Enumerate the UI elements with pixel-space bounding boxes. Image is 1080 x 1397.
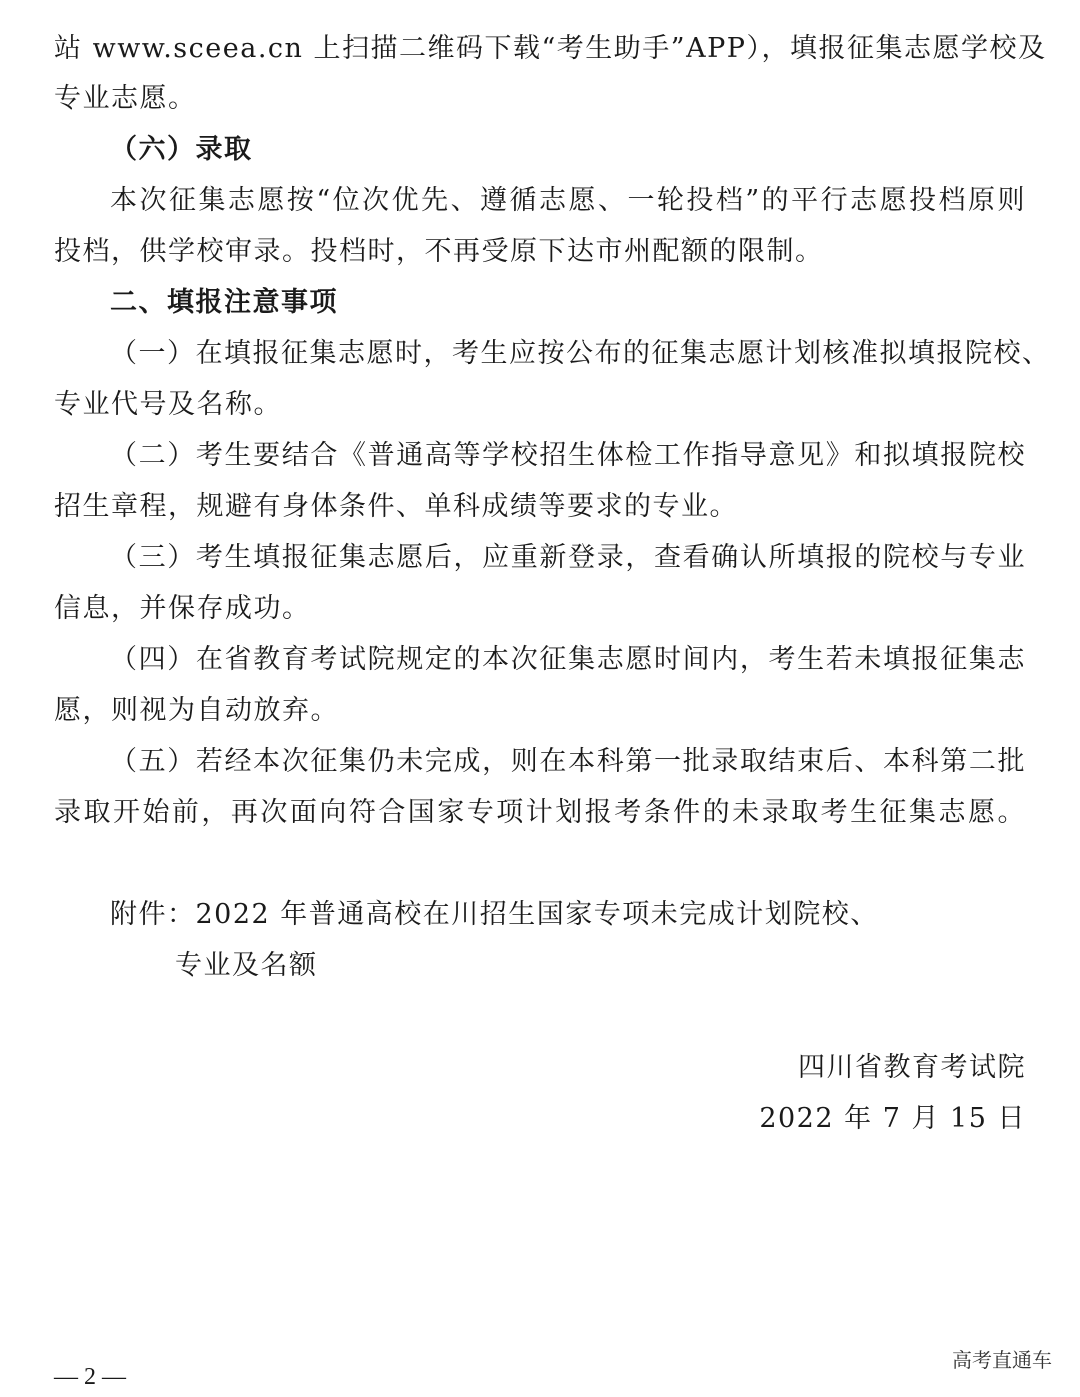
signature-date: 2022 年 7 月 15 日: [759, 1103, 1026, 1134]
paragraph-line: 专业志愿。: [54, 83, 197, 114]
paragraph-line: 招生章程，规避有身体条件、单科成绩等要求的专业。: [54, 491, 738, 522]
paragraph-line: 本次征集志愿按“位次优先、遵循志愿、一轮投档”的平行志愿投档原则: [110, 185, 1026, 216]
paragraph-line: 信息，并保存成功。: [54, 593, 311, 624]
section-heading: 二、填报注意事项: [110, 287, 338, 318]
attachment-line: 专业及名额: [175, 950, 318, 981]
signature-org: 四川省教育考试院: [798, 1052, 1026, 1083]
paragraph-line: 投档，供学校审录。投档时，不再受原下达市州配额的限制。: [54, 236, 824, 267]
paragraph-line: 愿，则视为自动放弃。: [54, 695, 339, 726]
paragraph-line: （一）在填报征集志愿时，考生应按公布的征集志愿计划核准拟填报院校、: [110, 338, 1051, 369]
page-number: — 2 —: [54, 1364, 126, 1390]
paragraph-line: 录取开始前，再次面向符合国家专项计划报考条件的未录取考生征集志愿。: [54, 797, 1026, 828]
paragraph-line: （四）在省教育考试院规定的本次征集志愿时间内，考生若未填报征集志: [110, 644, 1026, 675]
paragraph-line: 专业代号及名称。: [54, 389, 282, 420]
paragraph-line: （五）若经本次征集仍未完成，则在本科第一批录取结束后、本科第二批: [110, 746, 1026, 777]
attachment-line: 附件：2022 年普通高校在川招生国家专项未完成计划院校、: [110, 899, 879, 930]
paragraph-line: （三）考生填报征集志愿后，应重新登录，查看确认所填报的院校与专业: [110, 542, 1026, 573]
paragraph-line: 站 www.sceea.cn 上扫描二维码下载“考生助手”APP），填报征集志愿学校及: [54, 33, 1047, 64]
paragraph-line: （二）考生要结合《普通高等学校招生体检工作指导意见》和拟填报院校: [110, 440, 1026, 471]
section-heading: （六）录取: [110, 134, 253, 165]
watermark: 高考直通车: [952, 1348, 1052, 1372]
